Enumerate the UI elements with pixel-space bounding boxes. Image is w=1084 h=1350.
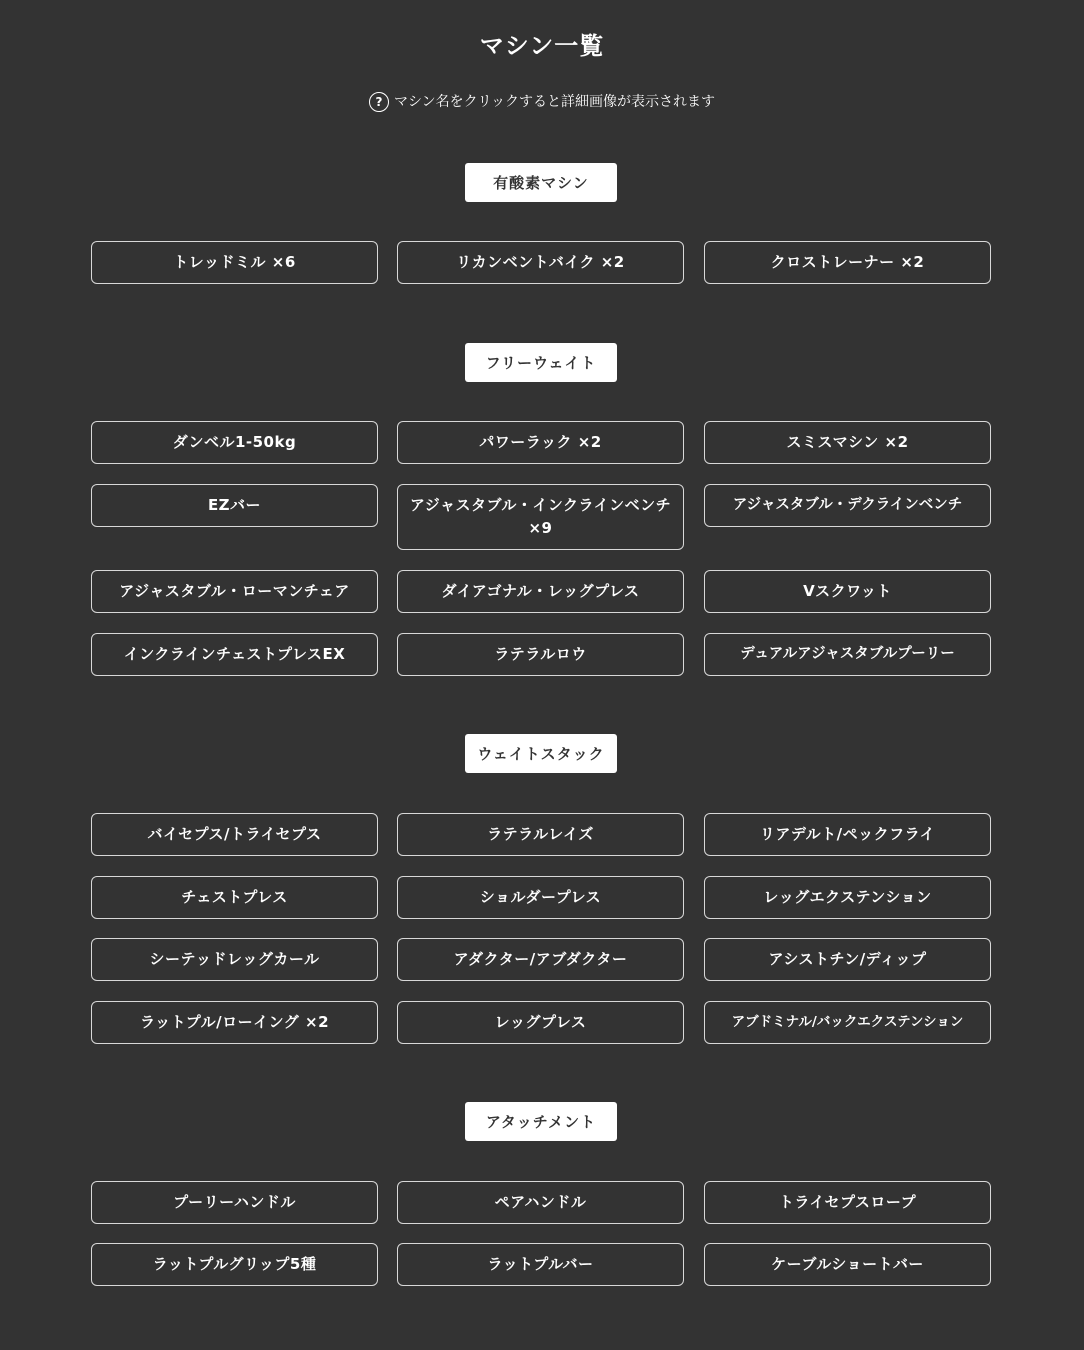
hint-text: マシン名をクリックすると詳細画像が表示されます <box>393 94 716 110</box>
machine-button-lat-pull-bar[interactable]: ラットプルバー <box>397 1243 684 1286</box>
machine-button-leg-extension[interactable]: レッグエクステンション <box>704 876 991 919</box>
machine-button-assist-chin-dip[interactable]: アシストチン/ディップ <box>704 938 991 981</box>
machine-button-cable-short-bar[interactable]: ケーブルショートバー <box>704 1243 991 1286</box>
machine-button-lateral-row[interactable]: ラテラルロウ <box>397 633 684 676</box>
machine-button-cross-trainer[interactable]: クロストレーナー ×2 <box>704 241 991 284</box>
machine-button-pair-handle[interactable]: ペアハンドル <box>397 1181 684 1224</box>
machine-button-rear-delt-pec-fly[interactable]: リアデルト/ペックフライ <box>704 813 991 856</box>
machine-button-roman-chair[interactable]: アジャスタブル・ローマンチェア <box>91 570 378 613</box>
machine-button-pulley-handle[interactable]: プーリーハンドル <box>91 1181 378 1224</box>
machine-button-chest-press[interactable]: チェストプレス <box>91 876 378 919</box>
machine-button-leg-press[interactable]: レッグプレス <box>397 1001 684 1044</box>
machine-button-incline-chest-press[interactable]: インクラインチェストプレスEX <box>91 633 378 676</box>
machine-button-dual-pulley[interactable]: デュアルアジャスタブルプーリー <box>704 633 991 676</box>
machine-button-ez-bar[interactable]: EZバー <box>91 484 378 527</box>
machine-button-diagonal-leg-press[interactable]: ダイアゴナル・レッグプレス <box>397 570 684 613</box>
section-label-weight-stack: ウェイトスタック <box>465 734 617 773</box>
machine-button-lat-pull-grip[interactable]: ラットプルグリップ5種 <box>91 1243 378 1286</box>
machine-button-power-rack[interactable]: パワーラック ×2 <box>397 421 684 464</box>
machine-button-decline-bench[interactable]: アジャスタブル・デクラインベンチ <box>704 484 991 527</box>
section-label-cardio: 有酸素マシン <box>465 163 617 202</box>
machine-button-incline-bench[interactable]: アジャスタブル・インクラインベンチ ×9 <box>397 484 684 550</box>
hint <box>0 90 1084 114</box>
machine-button-recumbent-bike[interactable]: リカンベントバイク ×2 <box>397 241 684 284</box>
machine-button-treadmill[interactable]: トレッドミル ×6 <box>91 241 378 284</box>
section-label-free-weight: フリーウェイト <box>465 343 617 382</box>
machine-button-seated-leg-curl[interactable]: シーテッドレッグカール <box>91 938 378 981</box>
page-title: マシン一覧 <box>479 32 605 60</box>
machine-button-triceps-rope[interactable]: トライセプスロープ <box>704 1181 991 1224</box>
machine-button-biceps-triceps[interactable]: バイセプス/トライセプス <box>91 813 378 856</box>
machine-button-lateral-raise[interactable]: ラテラルレイズ <box>397 813 684 856</box>
machine-button-shoulder-press[interactable]: ショルダープレス <box>397 876 684 919</box>
machine-button-v-squat[interactable]: Vスクワット <box>704 570 991 613</box>
machine-button-lat-pull-rowing[interactable]: ラットプル/ローイング ×2 <box>91 1001 378 1044</box>
machine-button-adductor-abductor[interactable]: アダクター/アブダクター <box>397 938 684 981</box>
section-label-attachment: アタッチメント <box>465 1102 617 1141</box>
question-icon: ? <box>369 92 389 112</box>
machine-button-abdominal-back-extension[interactable]: アブドミナル/バックエクステンション <box>704 1001 991 1044</box>
machine-button-smith-machine[interactable]: スミスマシン ×2 <box>704 421 991 464</box>
machine-button-dumbbell[interactable]: ダンベル1-50kg <box>91 421 378 464</box>
